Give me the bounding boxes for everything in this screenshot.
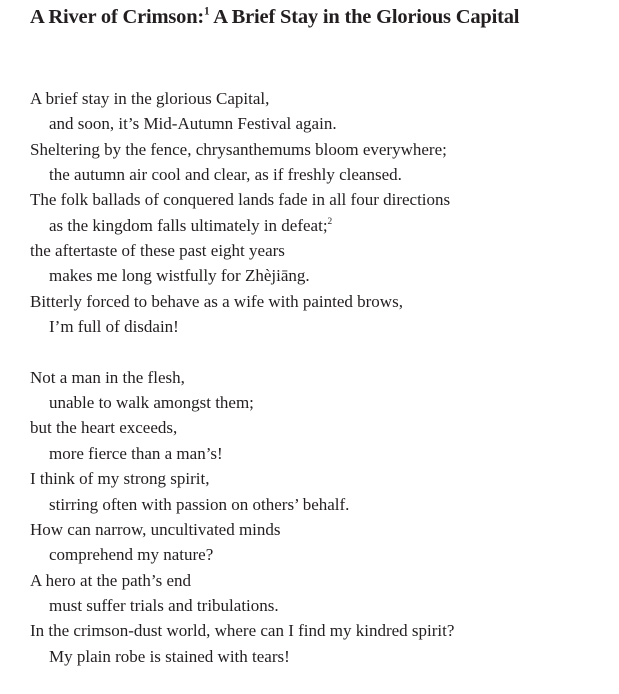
poem-line	[30, 289, 454, 314]
poem-line	[30, 137, 454, 162]
title-sub: A Brief Stay in the Glorious Capital	[209, 6, 520, 28]
poem-line	[30, 466, 454, 491]
title-main: A River of Crimson:	[30, 6, 205, 28]
poem-line	[30, 390, 454, 415]
line-text: must suffer trials and tribulations.	[49, 595, 279, 615]
poem-line	[30, 618, 454, 643]
line-text: Not a man in the flesh,	[30, 367, 185, 387]
poem-line	[30, 238, 454, 263]
line-text: The folk ballads of conquered lands fade in all four directions	[30, 190, 451, 210]
line-text: In the crimson-dust world, where can I find my kindred spirit?	[30, 621, 455, 641]
poem-line	[30, 593, 454, 618]
poem-title	[30, 6, 519, 29]
poem-line	[30, 365, 454, 390]
line-text: A brief stay in the glorious Capital,	[30, 89, 270, 108]
poem-line	[30, 86, 454, 111]
poem-line	[30, 415, 454, 440]
poem-line	[30, 111, 454, 136]
poem-line	[30, 517, 454, 542]
line-text: Bitterly forced to behave as a wife with painted brows,	[30, 291, 403, 311]
line-text: the autumn air cool and clear, as if freshly cleansed.	[49, 165, 402, 185]
line-text: and soon, it’s Mid-Autumn Festival again.	[49, 114, 337, 134]
footnote-ref[interactable]: 2	[327, 216, 333, 227]
poem-line	[30, 644, 454, 669]
line-text: I think of my strong spirit,	[30, 469, 210, 489]
line-text: but the heart exceeds,	[30, 418, 178, 438]
line-text: A hero at the path’s end	[30, 570, 191, 590]
stanza	[30, 86, 454, 339]
line-text: the aftertaste of these past eight years	[30, 241, 285, 261]
line-text: more fierce than a man’s!	[49, 443, 223, 463]
line-text: I’m full of disdain!	[49, 317, 179, 337]
poem-body	[30, 86, 454, 694]
line-text: as the kingdom falls ultimately in defeat;	[49, 215, 328, 235]
poem-line	[30, 263, 454, 288]
line-text: unable to walk amongst them;	[49, 393, 254, 413]
poem-line	[30, 162, 454, 187]
poem-line	[30, 441, 454, 466]
line-text: comprehend my nature?	[49, 545, 214, 565]
poem-line	[30, 314, 454, 339]
poem-line	[30, 492, 454, 517]
poem-line	[30, 187, 454, 212]
stanza	[30, 365, 454, 669]
line-text: makes me long wistfully for Zhèjiāng.	[49, 266, 310, 286]
poem-line	[30, 542, 454, 567]
footnote-ref[interactable]: 1	[204, 5, 210, 18]
line-text: Sheltering by the fence, chrysanthemums bloom everywhere;	[30, 139, 447, 159]
poem-line	[30, 213, 454, 238]
line-text: My plain robe is stained with tears!	[49, 646, 290, 666]
poem-line	[30, 568, 454, 593]
line-text: How can narrow, uncultivated minds	[30, 519, 281, 539]
line-text: stirring often with passion on others’ behalf.	[49, 494, 350, 514]
